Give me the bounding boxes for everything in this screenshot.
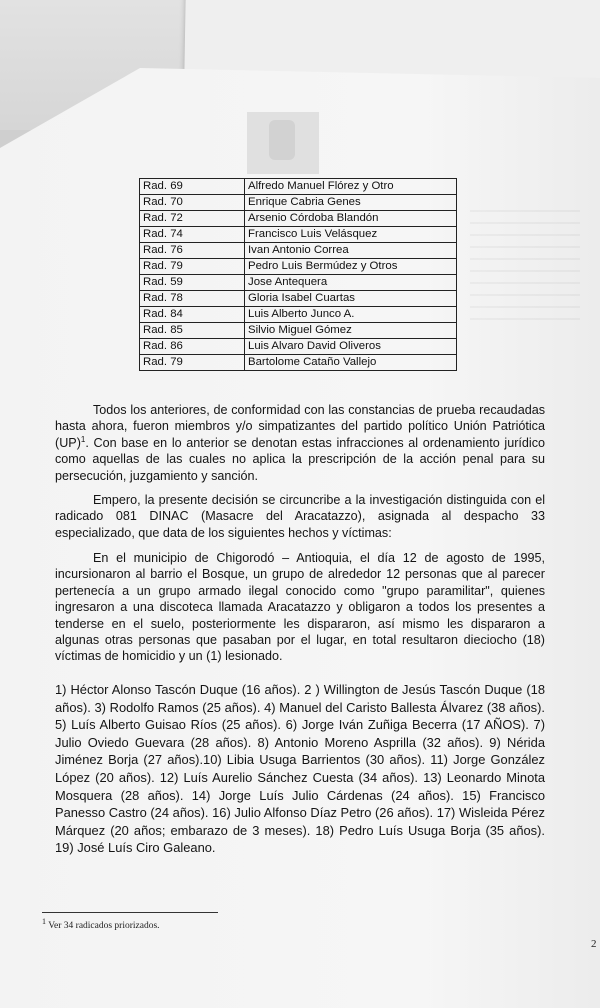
footnote <box>42 916 160 931</box>
table-row <box>140 355 457 371</box>
paragraph-facts <box>55 550 545 665</box>
rad-number-cell: Rad. 79 <box>140 259 245 275</box>
person-name-cell: Alfredo Manuel Flórez y Otro <box>245 179 457 195</box>
bleed-through-text <box>470 210 580 330</box>
paragraph-facts-text: En el municipio de Chigorodó – Antioquia, el día 12 de agosto de 1995, incursionaron al barrio el Bosque, un grupo de alrededor 12 personas que al parecer pertenecía a un grupo armado ilegal conocido como "grupo paramilitar", quienes ingresaron a una discoteca llamada Aracatazzo y obligaron a todos los presentes a tenderse en el suelo, posteriormente les dispararon, así mismo les dispararon a algunas otras personas que pasaban por el lugar, en total resultaron dieciocho (18) víctimas de homicidio y un (1) lesionado. <box>55 551 545 664</box>
rad-number-cell: Rad. 72 <box>140 211 245 227</box>
radicados-table <box>139 178 457 371</box>
person-name-cell: Arsenio Córdoba Blandón <box>245 211 457 227</box>
person-name-cell: Bartolome Cataño Vallejo <box>245 355 457 371</box>
p1-text-before: Todos los anteriores, de conformidad con las constancias de prueba recaudadas hasta ahora, fueron miembros y/o simpatizantes del partido político Unión Patriótica (UP) <box>55 403 545 450</box>
paragraph-affiliation <box>55 402 545 484</box>
table-row <box>140 259 457 275</box>
rad-number-cell: Rad. 85 <box>140 323 245 339</box>
page-number: 2 <box>591 938 597 950</box>
footnote-divider <box>42 912 218 913</box>
footnote-mark: 1 <box>42 916 46 926</box>
victims-list-text: 1) Héctor Alonso Tascón Duque (16 años). 2 ) Willington de Jesús Tascón Duque (18 años). 3) Rodolfo Ramos (25 años). 4) Manuel del Caristo Ballesta Álvarez (38 años). 5) Luís Alberto Guisao Ríos (25 años). 6) Jorge Iván Zuñiga Becerra (17 AÑOS). 7) Julio Oviedo Guevara (28 años). 8) Antonio Moreno Asprilla (32 años). 9) Nérida Jiménez Borja (27 años).10) Libia Usuga Barrientos (30 años). 11) Jorge González López (20 años). 12) Luís Aurelio Sánchez Cuesta (34 años). 13) Leonardo Minota Mosquera (28 años). 14) Jorge Luís Julio Cárdenas (24 años). 15) Francisco Panesso Castro (24 años). 16) Julio Alfonso Díaz Petro (26 años). 17) Wisleida Pérez Márquez (20 años; embarazo de 3 meses). 18) Pedro Luís Usuga Borja (35 años). 19) José Luís Ciro Galeano. <box>55 682 545 856</box>
rad-number-cell: Rad. 74 <box>140 227 245 243</box>
rad-number-cell: Rad. 79 <box>140 355 245 371</box>
table-row <box>140 307 457 323</box>
paragraph-scope <box>55 492 545 541</box>
rad-number-cell: Rad. 76 <box>140 243 245 259</box>
rad-number-cell: Rad. 78 <box>140 291 245 307</box>
watermark-logo <box>247 112 319 174</box>
person-name-cell: Enrique Cabria Genes <box>245 195 457 211</box>
footnote-text: Ver 34 radicados priorizados. <box>48 921 160 931</box>
table-row <box>140 323 457 339</box>
person-name-cell: Ivan Antonio Correa <box>245 243 457 259</box>
person-name-cell: Gloria Isabel Cuartas <box>245 291 457 307</box>
table-row <box>140 195 457 211</box>
rad-number-cell: Rad. 70 <box>140 195 245 211</box>
table-row <box>140 275 457 291</box>
rad-number-cell: Rad. 59 <box>140 275 245 291</box>
table-row <box>140 179 457 195</box>
person-name-cell: Francisco Luis Velásquez <box>245 227 457 243</box>
table-row <box>140 291 457 307</box>
table-row <box>140 211 457 227</box>
person-name-cell: Luis Alberto Junco A. <box>245 307 457 323</box>
paragraph-scope-text: Empero, la presente decisión se circuncribe a la investigación distinguida con el radicado 081 DINAC (Masacre del Aracatazzo), asignada al despacho 33 especializado, que data de los siguientes hechos y víctimas: <box>55 493 545 540</box>
person-name-cell: Pedro Luis Bermúdez y Otros <box>245 259 457 275</box>
victims-list <box>55 681 545 857</box>
person-name-cell: Luis Alvaro David Oliveros <box>245 339 457 355</box>
p1-text-after: . Con base en lo anterior se denotan estas infracciones al ordenamiento jurídico como aquellas de las cuales no aplica la prescripción de la acción penal para su persecución, juzgamiento y sanción. <box>55 435 545 483</box>
table-row <box>140 243 457 259</box>
table-row <box>140 339 457 355</box>
table-row <box>140 227 457 243</box>
person-name-cell: Silvio Miguel Gómez <box>245 323 457 339</box>
rad-number-cell: Rad. 69 <box>140 179 245 195</box>
rad-number-cell: Rad. 84 <box>140 307 245 323</box>
paragraph-affiliation-text <box>55 402 545 484</box>
footnote-reference: 1 <box>80 434 86 444</box>
person-name-cell: Jose Antequera <box>245 275 457 291</box>
rad-number-cell: Rad. 86 <box>140 339 245 355</box>
